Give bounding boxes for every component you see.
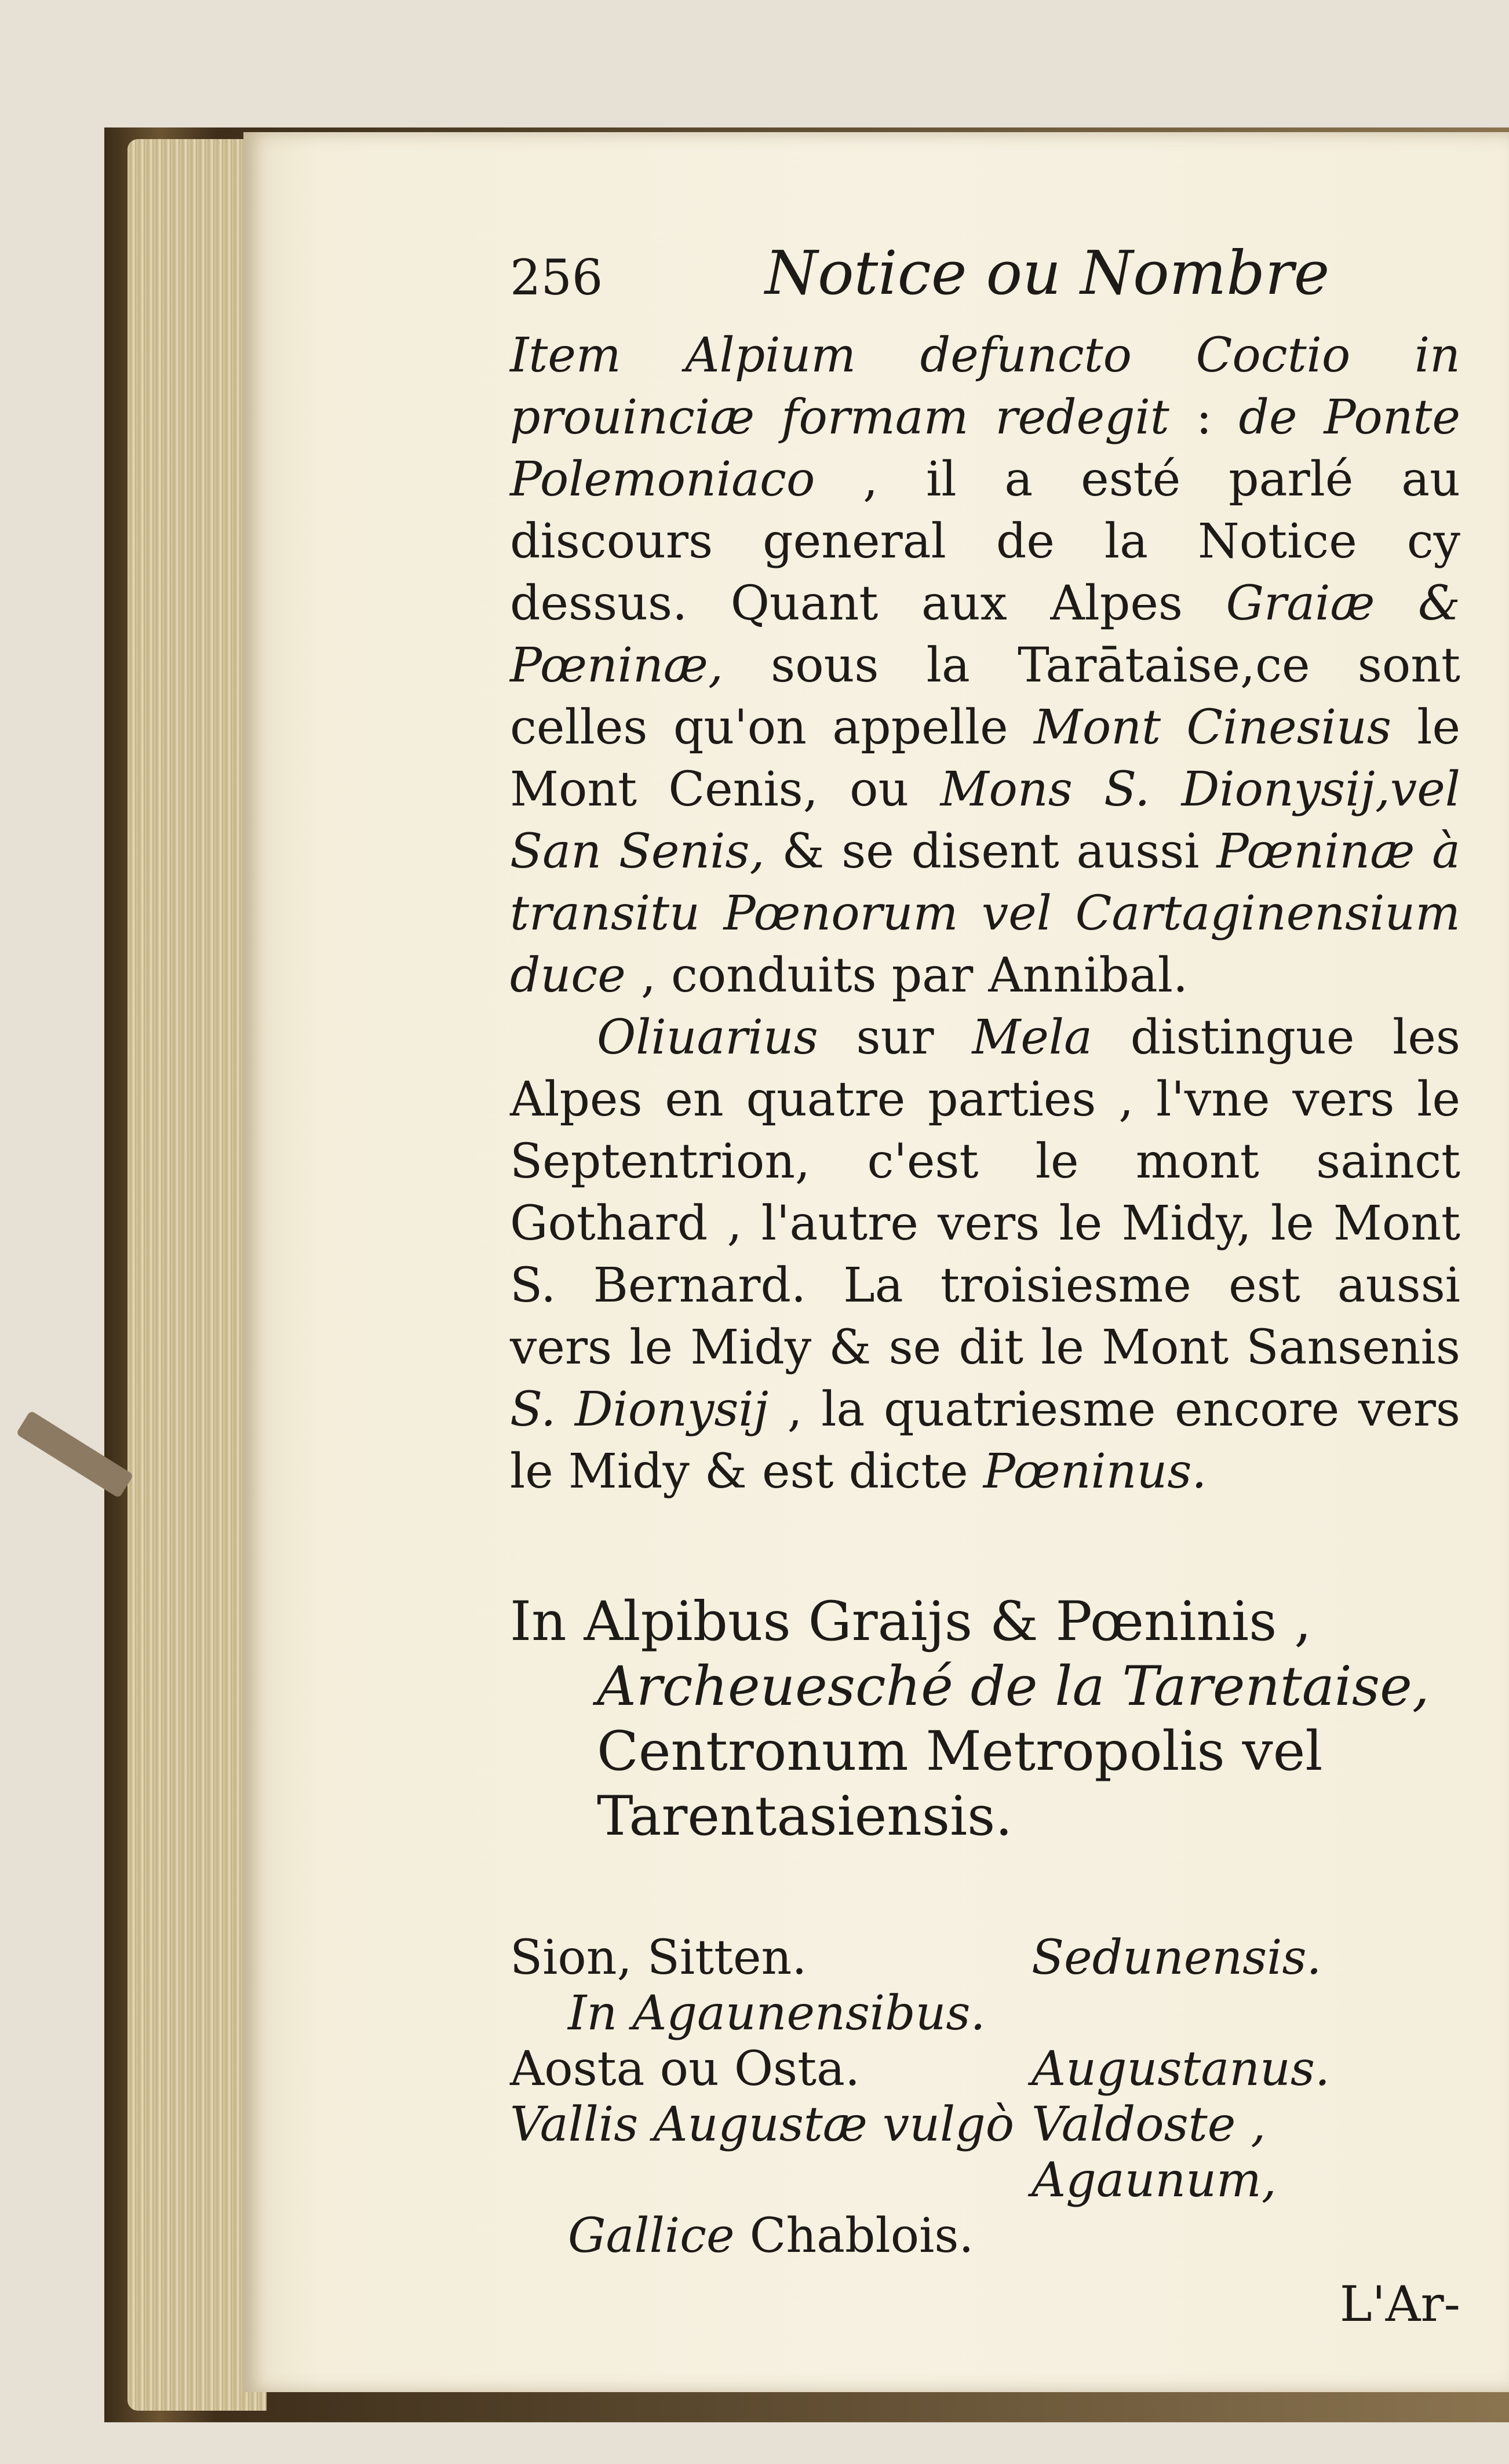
p1-roman-5: & se disent aussi <box>764 824 1217 879</box>
p1-roman-4: le Mont Cenis, ou <box>510 700 1461 817</box>
p1-italic-1: Item Alpium defuncto Coctio in prouinciæ formam redegit <box>510 328 1460 445</box>
p2-roman-1: sur <box>818 1010 972 1065</box>
section-italic-1: Archeuesché de la Tarentaise, <box>597 1655 1430 1718</box>
catchword: L'Ar- <box>1339 2276 1460 2332</box>
list-row <box>510 2097 1460 2208</box>
page-text <box>510 238 1460 2332</box>
list-row <box>510 1930 1460 1986</box>
list-row <box>510 2208 1460 2264</box>
list-entry <box>568 2208 974 2264</box>
p1-roman-3: sous la Tarātaise,ce sont celles qu'on appelle <box>510 638 1460 755</box>
section-heading <box>510 1590 1460 1849</box>
p1-roman-2: , il a esté parlé au discours general de la Notice cy dessus. Quant aux Alpes <box>510 452 1460 631</box>
list-latin-name: Augustanus. <box>1031 2042 1331 2097</box>
section-roman-2: Centronum Metropolis vel Tarentasiensis. <box>597 1720 1323 1848</box>
p2-roman-2: distingue les Alpes en quatre parties , l'vne vers le Septentrion, c'est le mont sainct Gothard , l'autre vers le Midy, le Mont S. Bernard. La troisiesme est aussi vers le Midy & se dit le Mont Sansenis <box>510 1010 1460 1375</box>
page-number: 256 <box>510 249 603 306</box>
diocese-list <box>510 1930 1460 2264</box>
p1-roman-6: , conduits par Annibal. <box>625 948 1189 1003</box>
list-entry-roman: Chablois. <box>734 2208 974 2263</box>
p1-italic-6: Pœninæ à transitu Pœnorum vel Cartaginensium duce <box>510 824 1460 1003</box>
section-roman-1: In Alpibus Graijs & Pœninis , <box>510 1590 1312 1653</box>
list-entry: Sion, Sitten. <box>510 1930 807 1985</box>
paragraph-1 <box>510 325 1460 1007</box>
paragraph-2 <box>510 1007 1460 1503</box>
list-row <box>510 1986 1460 2042</box>
list-latin-name: Valdoste , Agaunum, <box>1031 2097 1277 2208</box>
list-row <box>510 2042 1460 2097</box>
p1-italic-3: Graiæ & Pœninæ, <box>510 576 1461 693</box>
p2-italic-3: S. Dionysij <box>510 1382 769 1437</box>
p1-italic-2: de Ponte Polemoniaco <box>510 390 1461 507</box>
list-entry: Vallis Augustæ vulgò <box>510 2097 1015 2152</box>
list-entry-italic: Gallice <box>568 2208 735 2263</box>
p2-italic-4: Pœninus. <box>983 1444 1207 1499</box>
running-title: Notice ou Nombre <box>765 238 1330 308</box>
p1-roman-1: : <box>1169 390 1239 445</box>
list-latin-name: Sedunensis. <box>1031 1930 1322 1985</box>
list-entry: Aosta ou Osta. <box>510 2042 861 2097</box>
p2-roman-3: , la quatriesme encore vers le Midy & est dicte <box>510 1382 1461 1499</box>
p2-italic-2: Mela <box>972 1010 1092 1065</box>
p1-italic-4: Mont Cinesius <box>1033 700 1391 755</box>
list-subheading: In Agaunensibus. <box>568 1986 986 2041</box>
p2-italic-1: Oliuarius <box>597 1010 818 1065</box>
page-header <box>510 238 1460 325</box>
p1-italic-5: Mons S. Dionysij,vel San Senis, <box>510 762 1461 879</box>
